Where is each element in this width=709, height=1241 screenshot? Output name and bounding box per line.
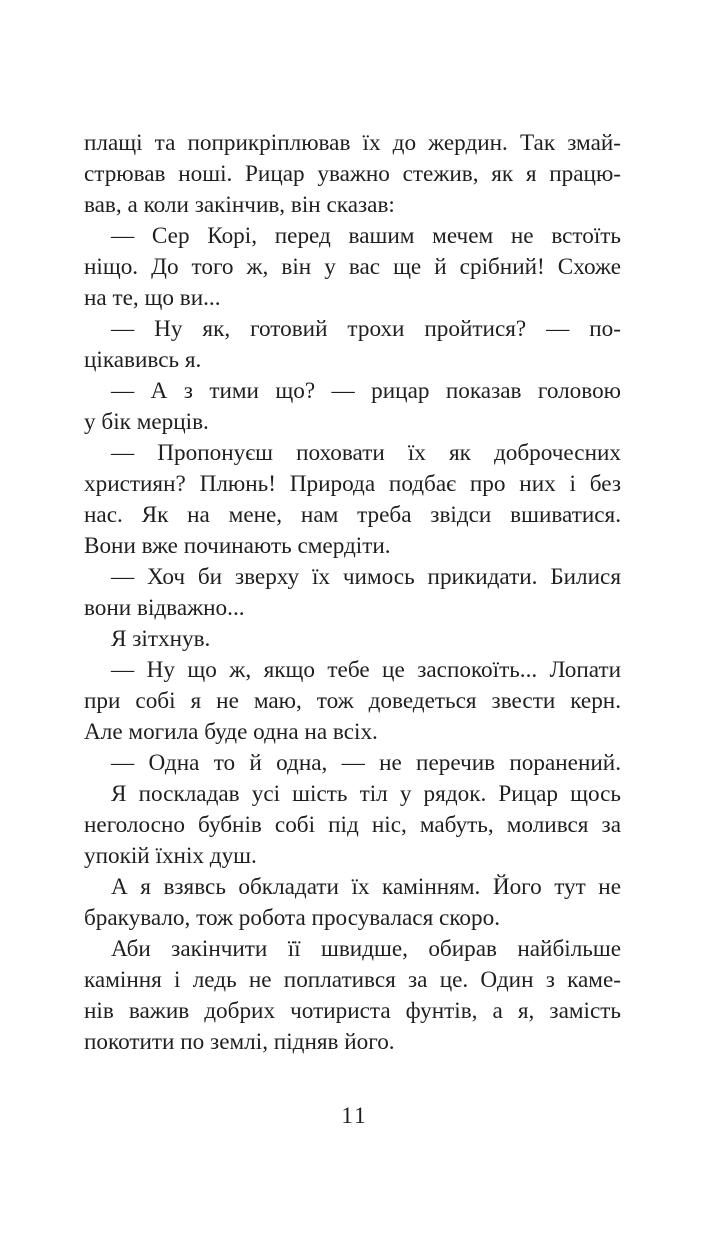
text-line: — Сер Корі, перед вашим мечем не встоїть [111,223,621,249]
text-line: — Пропонуєш поховати їх як доброчесних [111,440,621,466]
text-line: цікавивсь я. [84,347,202,373]
text-line: Вони вже починають смердіти. [84,533,391,559]
text-line: — Одна то й одна, — не перечив поранений. [111,750,621,776]
text-line: неголосно бубнів собі під ніс, мабуть, молився за [84,812,621,838]
text-line: — Хоч би зверху їх чимось прикидати. Билися [111,564,621,590]
text-line: — Ну як, готовий трохи пройтися? — по- [111,316,621,342]
text-line: плащі та поприкріплював їх до жердин. Так змай- [84,130,621,156]
text-line: бракувало, тож робота просувалася скоро. [84,905,501,931]
text-line: нів важив добрих чотириста фунтів, а я, замість [84,998,621,1024]
text-line: у бік мерців. [84,409,209,435]
text-line: А я взявсь обкладати їх камінням. Його тут не [111,874,621,900]
text-line: упокій їхніх душ. [84,843,257,869]
text-line: при собі я не маю, тож доведеться звести керн. [84,688,621,714]
text-line: — Ну що ж, якщо тебе це заспокоїть... Лопати [111,657,621,683]
text-line: вони відважно... [84,595,245,621]
text-line: на те, що ви... [84,285,221,311]
text-line: християн? Плюнь! Природа подбає про них і без [84,471,621,497]
page-number: 11 [341,1103,368,1128]
text-line: Я поскладав усі шість тіл у рядок. Рицар щось [111,781,621,807]
text-line: Я зітхнув. [111,626,211,652]
text-line: нас. Як на мене, нам треба звідси вшиватися. [84,502,621,528]
text-line: покотити по землі, підняв його. [84,1029,395,1055]
text-line: Але могила буде одна на всіх. [84,719,378,745]
text-line: стрював ноші. Рицар уважно стежив, як я працю- [84,161,621,187]
text-line: — А з тими що? — рицар показав головою [111,378,621,404]
text-line: вав, а коли закінчив, він сказав: [84,192,395,218]
text-line: Аби закінчити її швидше, обирав найбільше [111,936,621,962]
text-line: ніщо. До того ж, він у вас ще й срібний! Схоже [84,254,621,280]
body-text [84,128,621,1058]
text-line: каміння і ледь не поплатився за це. Один з каме- [84,967,621,993]
